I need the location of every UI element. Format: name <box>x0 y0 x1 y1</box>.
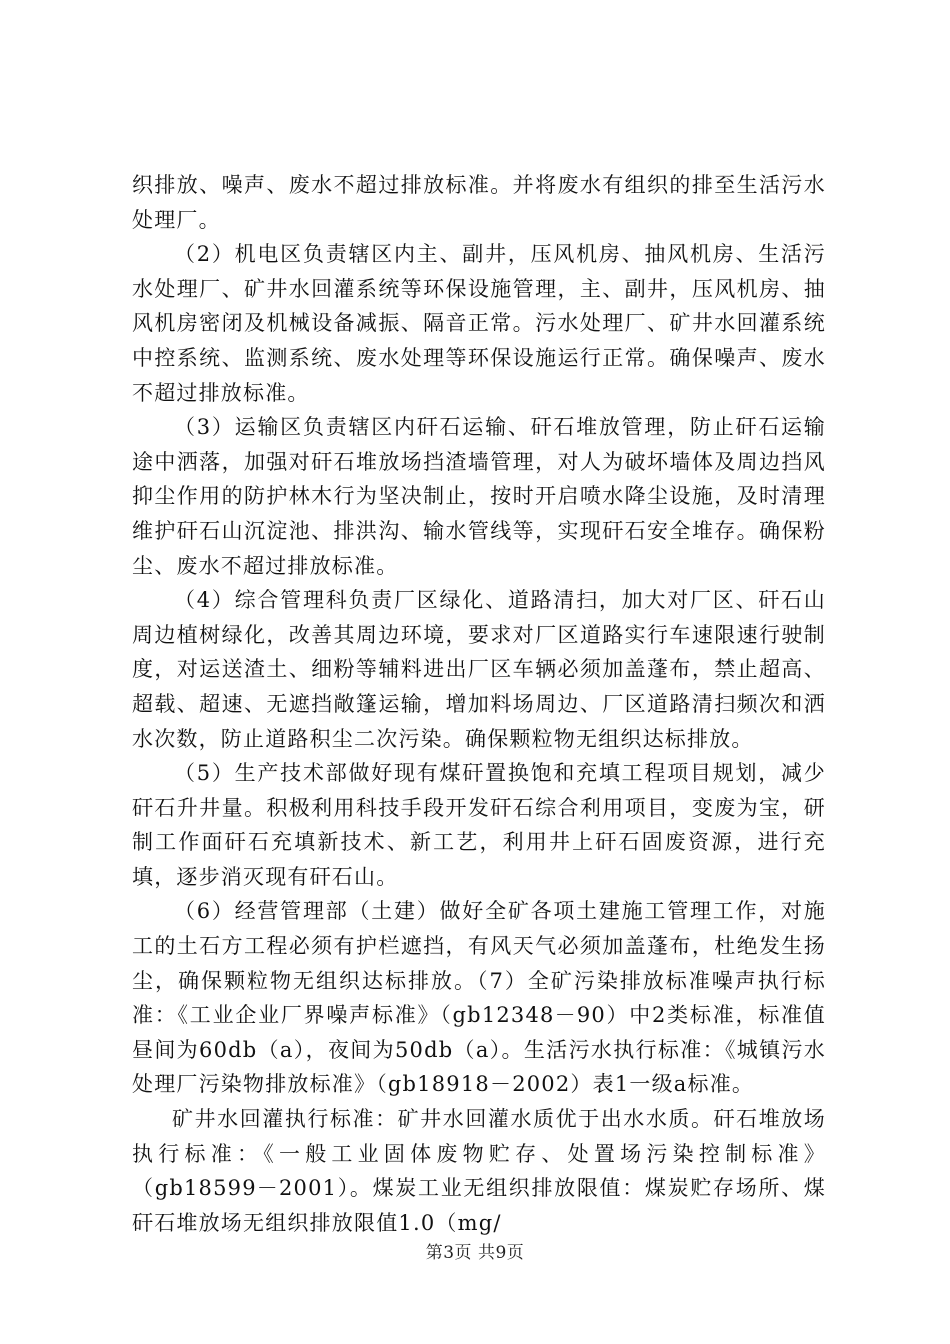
paragraph-item-6-7: （6）经营管理部（土建）做好全矿各项土建施工管理工作，对施工的土石方工程必须有护栏遮挡，有风天气必须加盖蓬布，杜绝发生扬尘，确保颗粒物无组织达标排放。（7）全矿污染排放标准噪声执行标准：《工业企业厂界噪声标准》（gb12348－90）中2类标准，标准值昼间为60db（a），夜间为50db（a）。生活污水执行标准：《城镇污水处理厂污染物排放标准》（gb18918－2002）表1一级a标准。 <box>132 899 826 1097</box>
document-body <box>132 168 826 1240</box>
paragraph-item-3: （3）运输区负责辖区内矸石运输、矸石堆放管理，防止矸石运输途中洒落，加强对矸石堆放场挡渣墙管理，对人为破坏墙体及周边挡风抑尘作用的防护林木行为坚决制止，按时开启喷水降尘设施，及时清理维护矸石山沉淀池、排洪沟、输水管线等，实现矸石安全堆存。确保粉尘、废水不超过排放标准。 <box>132 415 826 578</box>
paragraph-item-5: （5）生产技术部做好现有煤矸置换饱和充填工程项目规划，减少矸石升井量。积极利用科技手段开发矸石综合利用项目，变废为宝，研制工作面矸石充填新技术、新工艺，利用井上矸石固废资源，进行充填，逐步消灭现有矸石山。 <box>132 761 826 889</box>
paragraph-item-2: （2）机电区负责辖区内主、副井，压风机房、抽风机房、生活污水处理厂、矿井水回灌系统等环保设施管理，主、副井，压风机房、抽风机房密闭及机械设备减振、隔音正常。污水处理厂、矿井水回灌系统中控系统、监测系统、废水处理等环保设施运行正常。确保噪声、废水不超过排放标准。 <box>132 242 826 405</box>
paragraph-standards: 矿井水回灌执行标准：矿井水回灌水质优于出水水质。矸石堆放场执行标准：《一般工业固体废物贮存、处置场污染控制标准》（gb18599－2001）。煤炭工业无组织排放限值：煤炭贮存场所、煤矸石堆放场无组织排放限值1.0（mg/ <box>132 1107 826 1235</box>
paragraph-continuation: 织排放、噪声、废水不超过排放标准。并将废水有组织的排至生活污水处理厂。 <box>132 173 826 232</box>
page-number-footer: 第3页 共9页 <box>425 1243 525 1263</box>
paragraph-item-4: （4）综合管理科负责厂区绿化、道路清扫，加大对厂区、矸石山周边植树绿化，改善其周边环境，要求对厂区道路实行车速限速行驶制度，对运送渣土、细粉等辅料进出厂区车辆必须加盖蓬布，禁止超高、超载、超速、无遮挡敞篷运输，增加料场周边、厂区道路清扫频次和洒水次数，防止道路积尘二次污染。确保颗粒物无组织达标排放。 <box>132 588 826 751</box>
